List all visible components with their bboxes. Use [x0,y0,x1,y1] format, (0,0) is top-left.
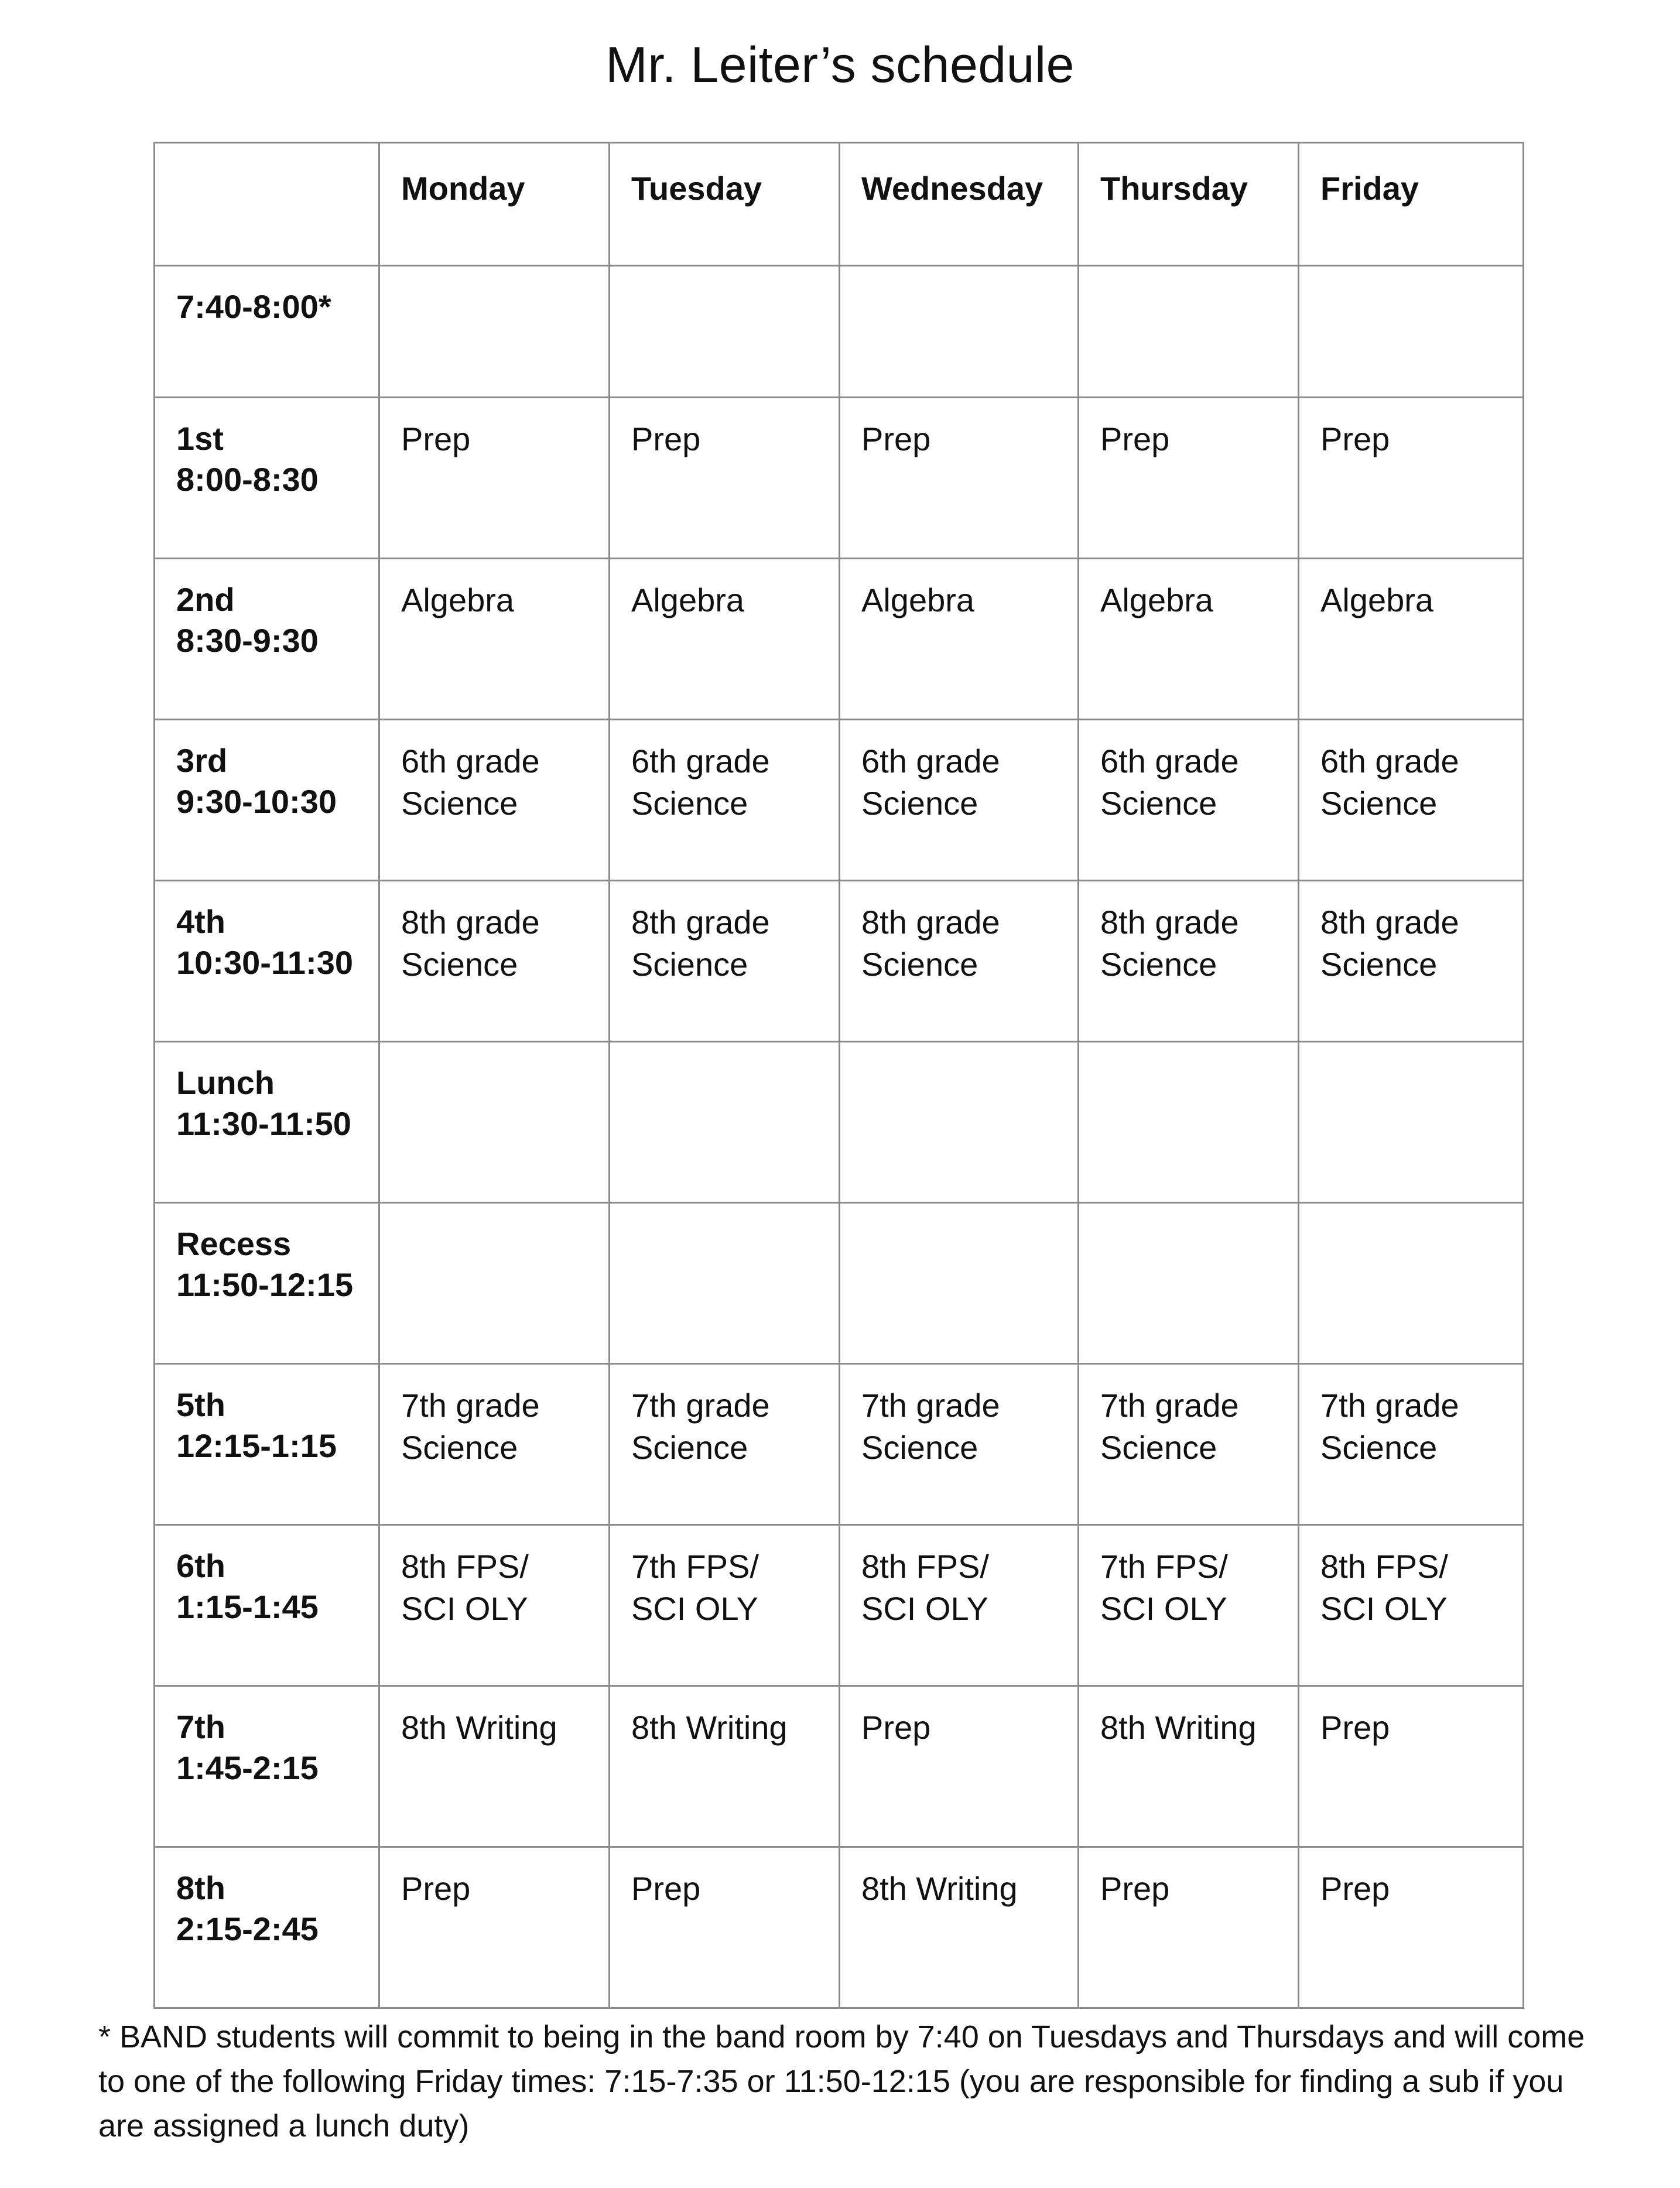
class-label: Science [631,946,748,983]
class-label: Science [401,946,518,983]
page-title: Mr. Leiter’s schedule [605,37,1075,93]
class-label: 7th grade [1100,1387,1239,1424]
period-cell [155,1686,379,1847]
class-label: 8th Writing [631,1709,788,1746]
class-label: 7th grade [1320,1387,1459,1424]
class-label: Prep [401,420,471,457]
period-time: 9:30-10:30 [176,783,337,820]
period-cell [155,1525,379,1686]
class-label: SCI OLY [1320,1590,1448,1627]
schedule-cell-tuesday [610,1364,840,1525]
schedule-cell-wednesday [840,1686,1079,1847]
table-row [155,1525,1524,1686]
table-row [155,1686,1524,1847]
class-label: 8th FPS/ [861,1548,989,1585]
period-cell [155,1847,379,2008]
schedule-cell-tuesday [610,1686,840,1847]
class-label: 8th grade [631,904,770,941]
class-label: 8th FPS/ [401,1548,529,1585]
schedule-cell-friday [1299,559,1524,720]
schedule-cell-friday [1299,1364,1524,1525]
class-label: Science [401,785,518,822]
class-label: Algebra [1320,582,1434,618]
schedule-cell-thursday [1079,720,1299,881]
class-label: 7th grade [861,1387,1000,1424]
period-name: Recess [176,1225,292,1262]
schedule-cell-monday [379,1364,610,1525]
schedule-cell-friday [1299,266,1524,398]
class-label: Algebra [861,582,975,618]
class-label: Science [1320,785,1438,822]
class-label: 6th grade [861,743,1000,780]
schedule-cell-monday [379,881,610,1042]
class-label: Prep [631,420,701,457]
class-label: 6th grade [1100,743,1239,780]
schedule-cell-thursday [1079,1042,1299,1203]
class-label: Algebra [401,582,515,618]
class-label: Science [1100,785,1217,822]
class-label: 8th grade [1100,904,1239,941]
period-name: 7th [176,1708,225,1745]
class-label: Prep [1320,1709,1390,1746]
class-label: 7th grade [401,1387,540,1424]
footnote: * BAND students will commit to being in the band room by 7:40 on Tuesdays and Thursdays and will come to one of the following Friday times: 7:15-7:35 or 11:50-12:15 (you are responsible for finding a sub if you are assigned a lunch duty) [98,2019,1585,2143]
schedule-cell-friday [1299,1847,1524,2008]
schedule-cell-thursday [1079,1364,1299,1525]
schedule-cell-friday [1299,720,1524,881]
period-time: 2:15-2:45 [176,1910,319,1947]
schedule-cell-friday [1299,398,1524,559]
period-name: 8th [176,1869,225,1906]
class-label: Science [861,785,978,822]
schedule-cell-wednesday [840,1203,1079,1364]
class-label: 8th grade [1320,904,1459,941]
class-label: 6th grade [631,743,770,780]
table-row [155,720,1524,881]
class-label: 6th grade [1320,743,1459,780]
schedule-cell-thursday [1079,559,1299,720]
table-row [155,1042,1524,1203]
period-time: 7:40-8:00* [176,288,331,325]
class-label: Prep [1320,1870,1390,1907]
class-label: Science [861,1429,978,1466]
schedule-cell-wednesday [840,881,1079,1042]
class-label: 7th FPS/ [631,1548,759,1585]
class-label: Science [631,1429,748,1466]
period-cell [155,266,379,398]
period-name: 2nd [176,581,235,618]
class-label: 8th FPS/ [1320,1548,1448,1585]
class-label: 8th grade [861,904,1000,941]
class-label: SCI OLY [861,1590,988,1627]
period-time: 10:30-11:30 [176,944,354,981]
class-label: Algebra [631,582,745,618]
period-name: Lunch [176,1064,275,1101]
schedule-cell-thursday [1079,1525,1299,1686]
schedule-cell-tuesday [610,881,840,1042]
period-name: 5th [176,1386,225,1423]
table-row [155,266,1524,398]
class-label: Algebra [1100,582,1214,618]
period-cell [155,1203,379,1364]
schedule-cell-tuesday [610,559,840,720]
class-label: 7th grade [631,1387,770,1424]
schedule-cell-monday [379,1042,610,1203]
schedule-cell-friday [1299,881,1524,1042]
schedule-cell-wednesday [840,266,1079,398]
day-header-monday: Monday [379,143,610,266]
schedule-cell-wednesday [840,1364,1079,1525]
class-label: 8th grade [401,904,540,941]
period-time: 8:00-8:30 [176,461,319,498]
schedule-cell-tuesday [610,1525,840,1686]
period-time: 1:15-1:45 [176,1588,319,1625]
schedule-cell-monday [379,1203,610,1364]
schedule-cell-monday [379,720,610,881]
schedule-cell-thursday [1079,1686,1299,1847]
schedule-cell-thursday [1079,266,1299,398]
schedule-cell-wednesday [840,1525,1079,1686]
class-label: Science [1100,1429,1217,1466]
table-row [155,1847,1524,2008]
class-label: 7th FPS/ [1100,1548,1228,1585]
class-label: Science [1100,946,1217,983]
class-label: 8th Writing [861,1870,1018,1907]
period-name: 3rd [176,742,228,779]
schedule-cell-tuesday [610,720,840,881]
class-label: SCI OLY [631,1590,758,1627]
class-label: Prep [1320,420,1390,457]
class-label: SCI OLY [1100,1590,1227,1627]
period-cell [155,398,379,559]
period-time: 12:15-1:15 [176,1427,337,1464]
schedule-cell-tuesday [610,1847,840,2008]
period-time: 11:30-11:50 [176,1105,351,1142]
header-row [155,143,1524,266]
day-header-wednesday: Wednesday [840,143,1079,266]
period-name: 4th [176,903,225,940]
period-cell [155,559,379,720]
class-label: Prep [861,1709,931,1746]
schedule-cell-wednesday [840,559,1079,720]
class-label: Science [631,785,748,822]
corner-cell [155,143,379,266]
schedule-cell-monday [379,1686,610,1847]
schedule-cell-friday [1299,1686,1524,1847]
period-name: 6th [176,1547,225,1584]
schedule-cell-monday [379,1847,610,2008]
schedule-cell-monday [379,398,610,559]
period-cell [155,720,379,881]
period-cell [155,1042,379,1203]
period-time: 8:30-9:30 [176,622,319,659]
schedule-cell-monday [379,1525,610,1686]
class-label: 8th Writing [1100,1709,1257,1746]
schedule-cell-thursday [1079,398,1299,559]
schedule-cell-tuesday [610,398,840,559]
period-cell [155,881,379,1042]
class-label: Prep [1100,420,1170,457]
table-row [155,1364,1524,1525]
schedule-cell-monday [379,266,610,398]
table-row [155,398,1524,559]
schedule-cell-monday [379,559,610,720]
table-row [155,559,1524,720]
schedule-cell-wednesday [840,398,1079,559]
day-header-tuesday: Tuesday [610,143,840,266]
schedule-cell-thursday [1079,1847,1299,2008]
schedule-cell-thursday [1079,1203,1299,1364]
schedule-cell-tuesday [610,266,840,398]
table-row [155,1203,1524,1364]
class-label: Prep [631,1870,701,1907]
schedule-cell-wednesday [840,720,1079,881]
class-label: 6th grade [401,743,540,780]
table-row [155,881,1524,1042]
period-time: 11:50-12:15 [176,1266,354,1303]
schedule-cell-friday [1299,1525,1524,1686]
schedule-cell-wednesday [840,1847,1079,2008]
schedule-cell-friday [1299,1203,1524,1364]
period-time: 1:45-2:15 [176,1749,319,1786]
period-name: 1st [176,420,224,457]
day-header-friday: Friday [1299,143,1524,266]
class-label: Science [401,1429,518,1466]
class-label: Prep [1100,1870,1170,1907]
class-label: Science [1320,946,1438,983]
day-header-thursday: Thursday [1079,143,1299,266]
class-label: 8th Writing [401,1709,557,1746]
schedule-cell-thursday [1079,881,1299,1042]
class-label: Science [1320,1429,1438,1466]
schedule-cell-tuesday [610,1042,840,1203]
schedule-table [153,142,1524,2009]
class-label: Prep [401,1870,471,1907]
class-label: Prep [861,420,931,457]
class-label: SCI OLY [401,1590,528,1627]
schedule-cell-wednesday [840,1042,1079,1203]
schedule-cell-friday [1299,1042,1524,1203]
period-cell [155,1364,379,1525]
schedule-cell-tuesday [610,1203,840,1364]
class-label: Science [861,946,978,983]
